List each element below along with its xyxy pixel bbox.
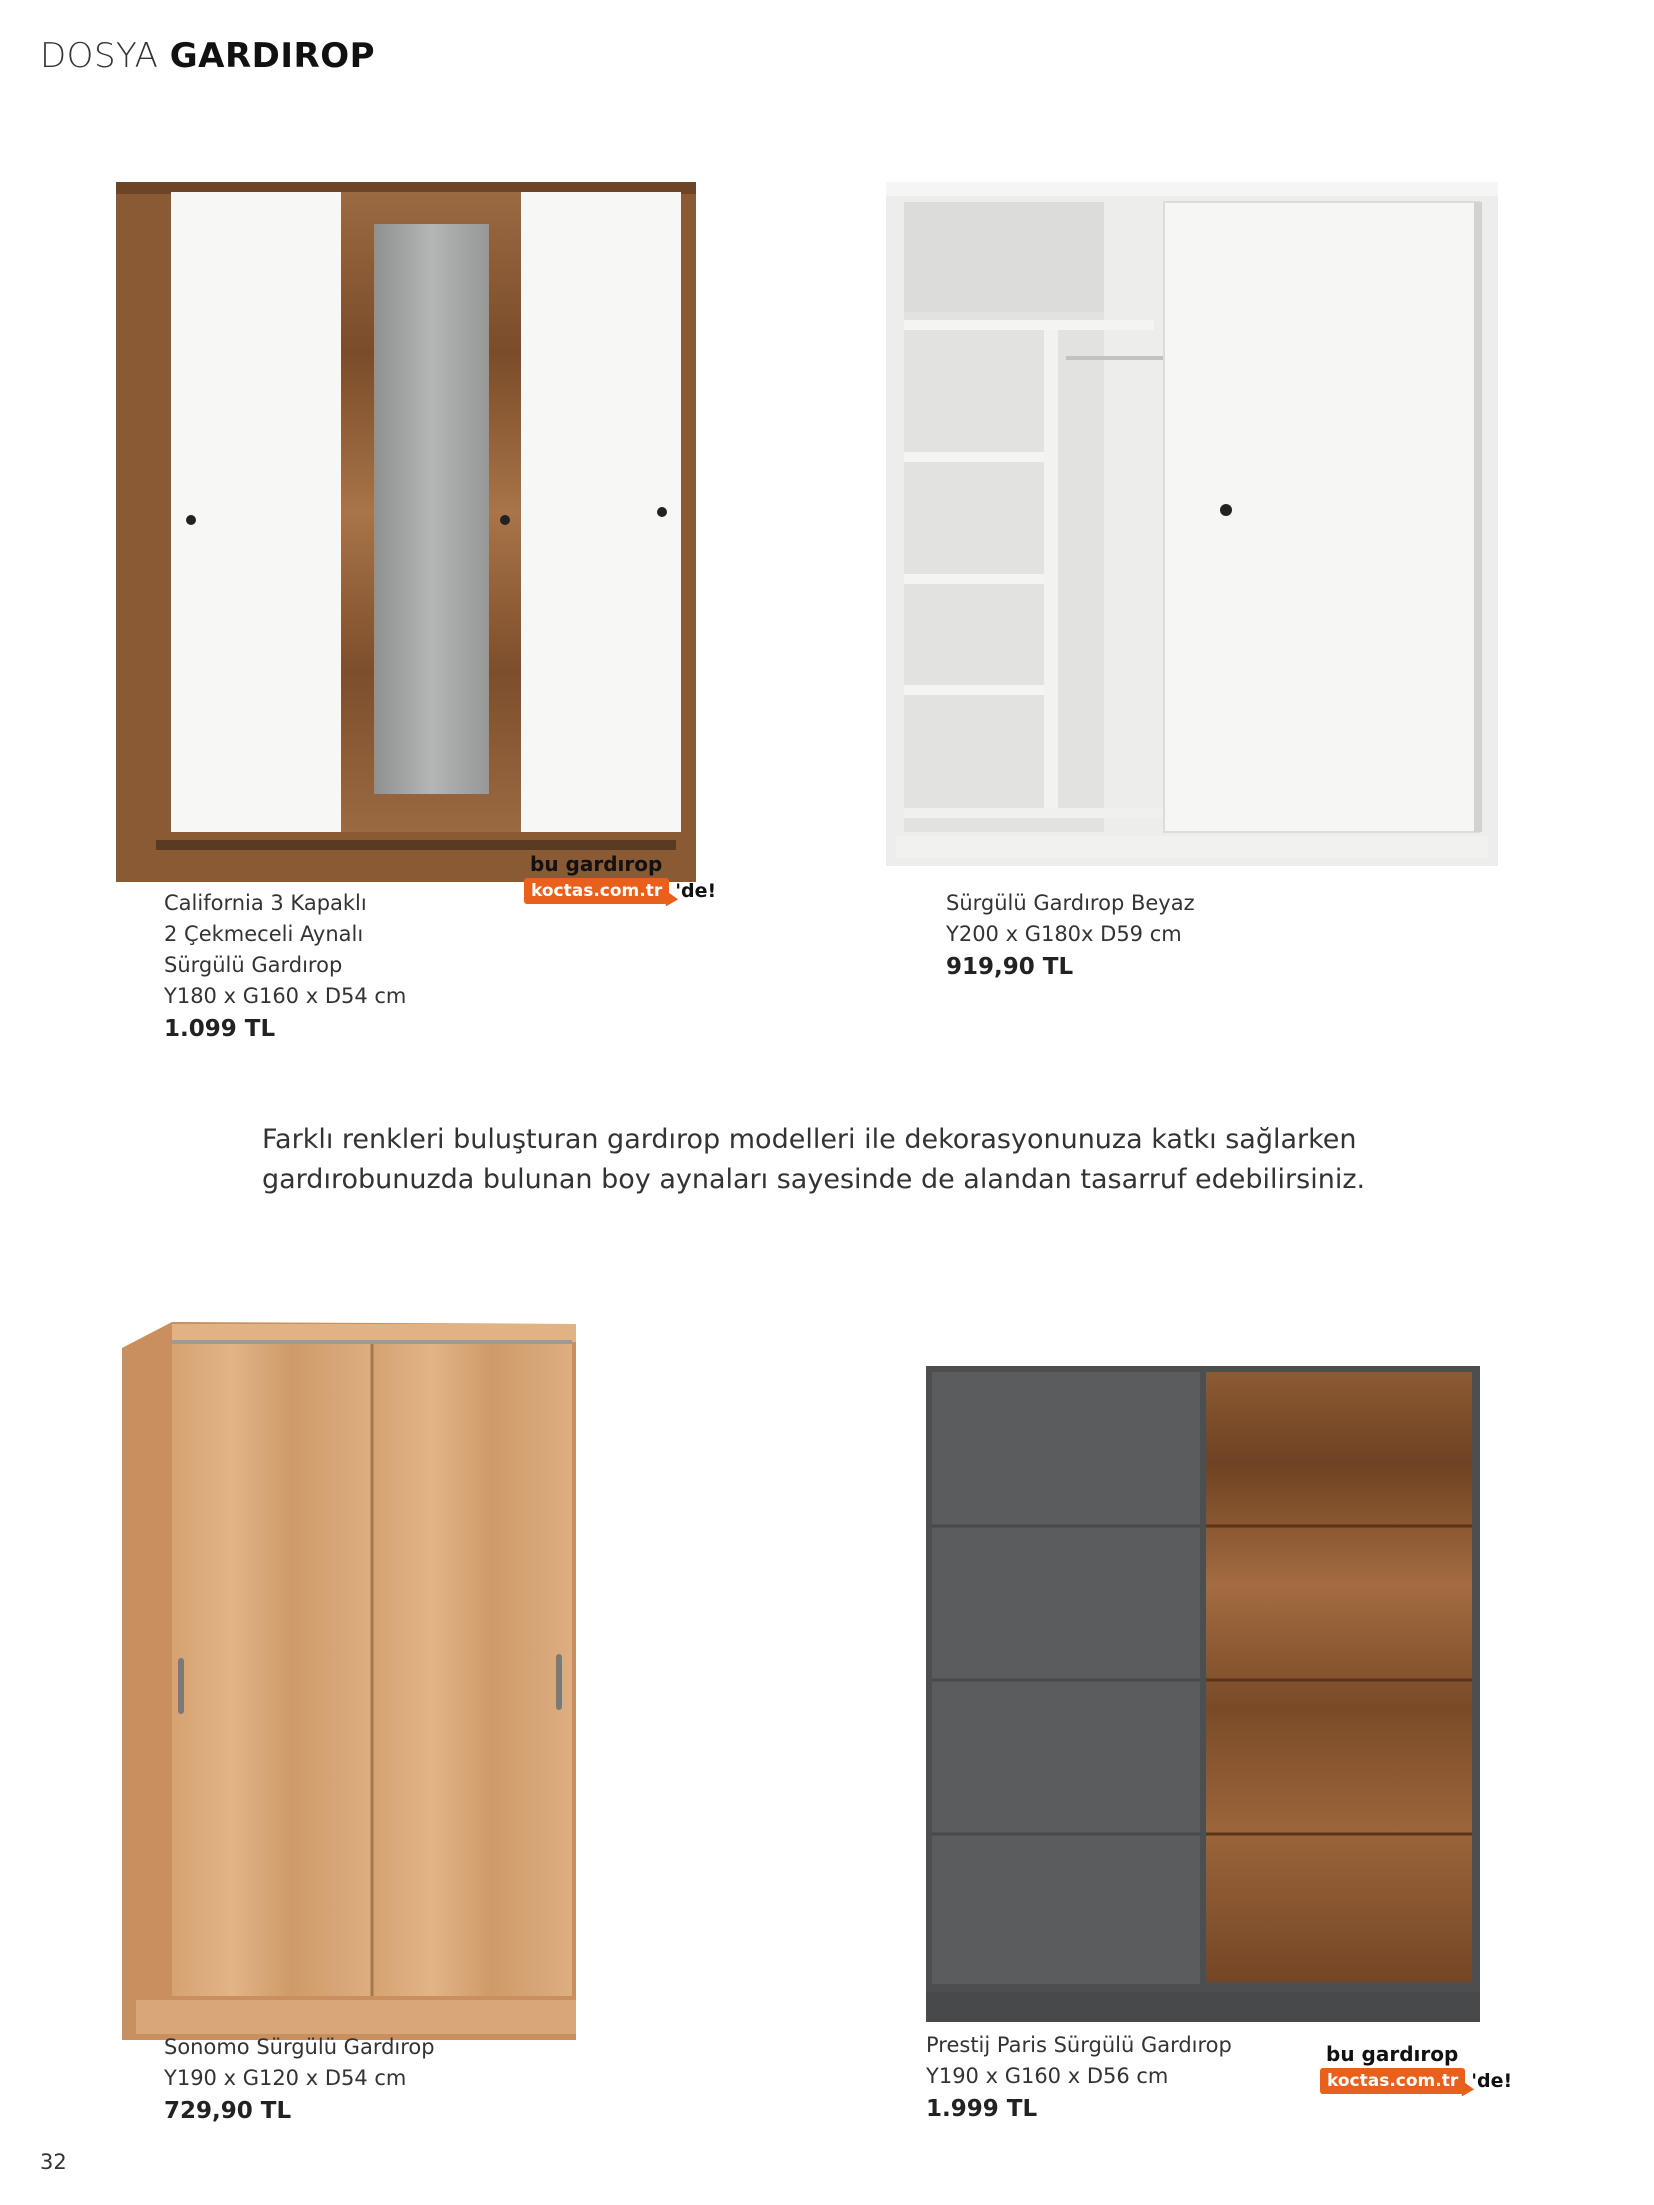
product-image-california bbox=[116, 180, 696, 890]
product-info-california bbox=[164, 888, 406, 1045]
product-image-surgulu-beyaz bbox=[886, 180, 1498, 870]
product-name-line: Sonomo Sürgülü Gardırop bbox=[164, 2035, 435, 2059]
product-info-surgulu-beyaz bbox=[946, 888, 1195, 983]
product-dimensions: Y190 x G120 x D54 cm bbox=[164, 2066, 407, 2090]
section-label: DOSYA bbox=[40, 36, 159, 76]
description-line: gardırobunuzda bulunan boy aynaları sayesinde de alandan tasarruf edebilirsiniz. bbox=[262, 1164, 1366, 1195]
product-name-line: California 3 Kapaklı bbox=[164, 891, 367, 915]
product-price: 1.099 TL bbox=[164, 1016, 276, 1042]
product-dimensions: Y200 x G180x D59 cm bbox=[946, 922, 1182, 946]
product-name-line: 2 Çekmeceli Aynalı bbox=[164, 922, 364, 946]
product-image-sonomo bbox=[116, 1318, 582, 2048]
product-name-line: Sürgülü Gardırop Beyaz bbox=[946, 891, 1195, 915]
product-name-line: Sürgülü Gardırop bbox=[164, 953, 343, 977]
page-title: GARDIROP bbox=[169, 36, 376, 76]
product-info-sonomo bbox=[164, 2032, 435, 2127]
badge-site-link[interactable]: koctas.com.tr bbox=[524, 878, 669, 904]
description-line: Farklı renkleri buluşturan gardırop modelleri ile dekorasyonunuza katkı sağlarken bbox=[262, 1124, 1357, 1155]
badge-title: bu gardırop bbox=[530, 852, 663, 876]
page-header bbox=[40, 36, 375, 76]
product-image-prestij-paris bbox=[926, 1366, 1480, 2026]
product-price: 1.999 TL bbox=[926, 2096, 1038, 2122]
koctas-badge[interactable] bbox=[524, 852, 716, 904]
koctas-badge[interactable] bbox=[1320, 2042, 1512, 2094]
badge-title: bu gardırop bbox=[1326, 2042, 1459, 2066]
page-number: 32 bbox=[40, 2150, 67, 2174]
badge-site-link[interactable]: koctas.com.tr bbox=[1320, 2068, 1465, 2094]
badge-suffix: 'de! bbox=[1471, 2070, 1513, 2092]
product-price: 729,90 TL bbox=[164, 2098, 292, 2124]
product-name-line: Prestij Paris Sürgülü Gardırop bbox=[926, 2033, 1232, 2057]
product-price: 919,90 TL bbox=[946, 954, 1074, 980]
description-text bbox=[262, 1120, 1392, 1200]
badge-suffix: 'de! bbox=[675, 880, 717, 902]
product-dimensions: Y180 x G160 x D54 cm bbox=[164, 984, 407, 1008]
product-dimensions: Y190 x G160 x D56 cm bbox=[926, 2064, 1169, 2088]
product-info-prestij-paris bbox=[926, 2030, 1232, 2125]
